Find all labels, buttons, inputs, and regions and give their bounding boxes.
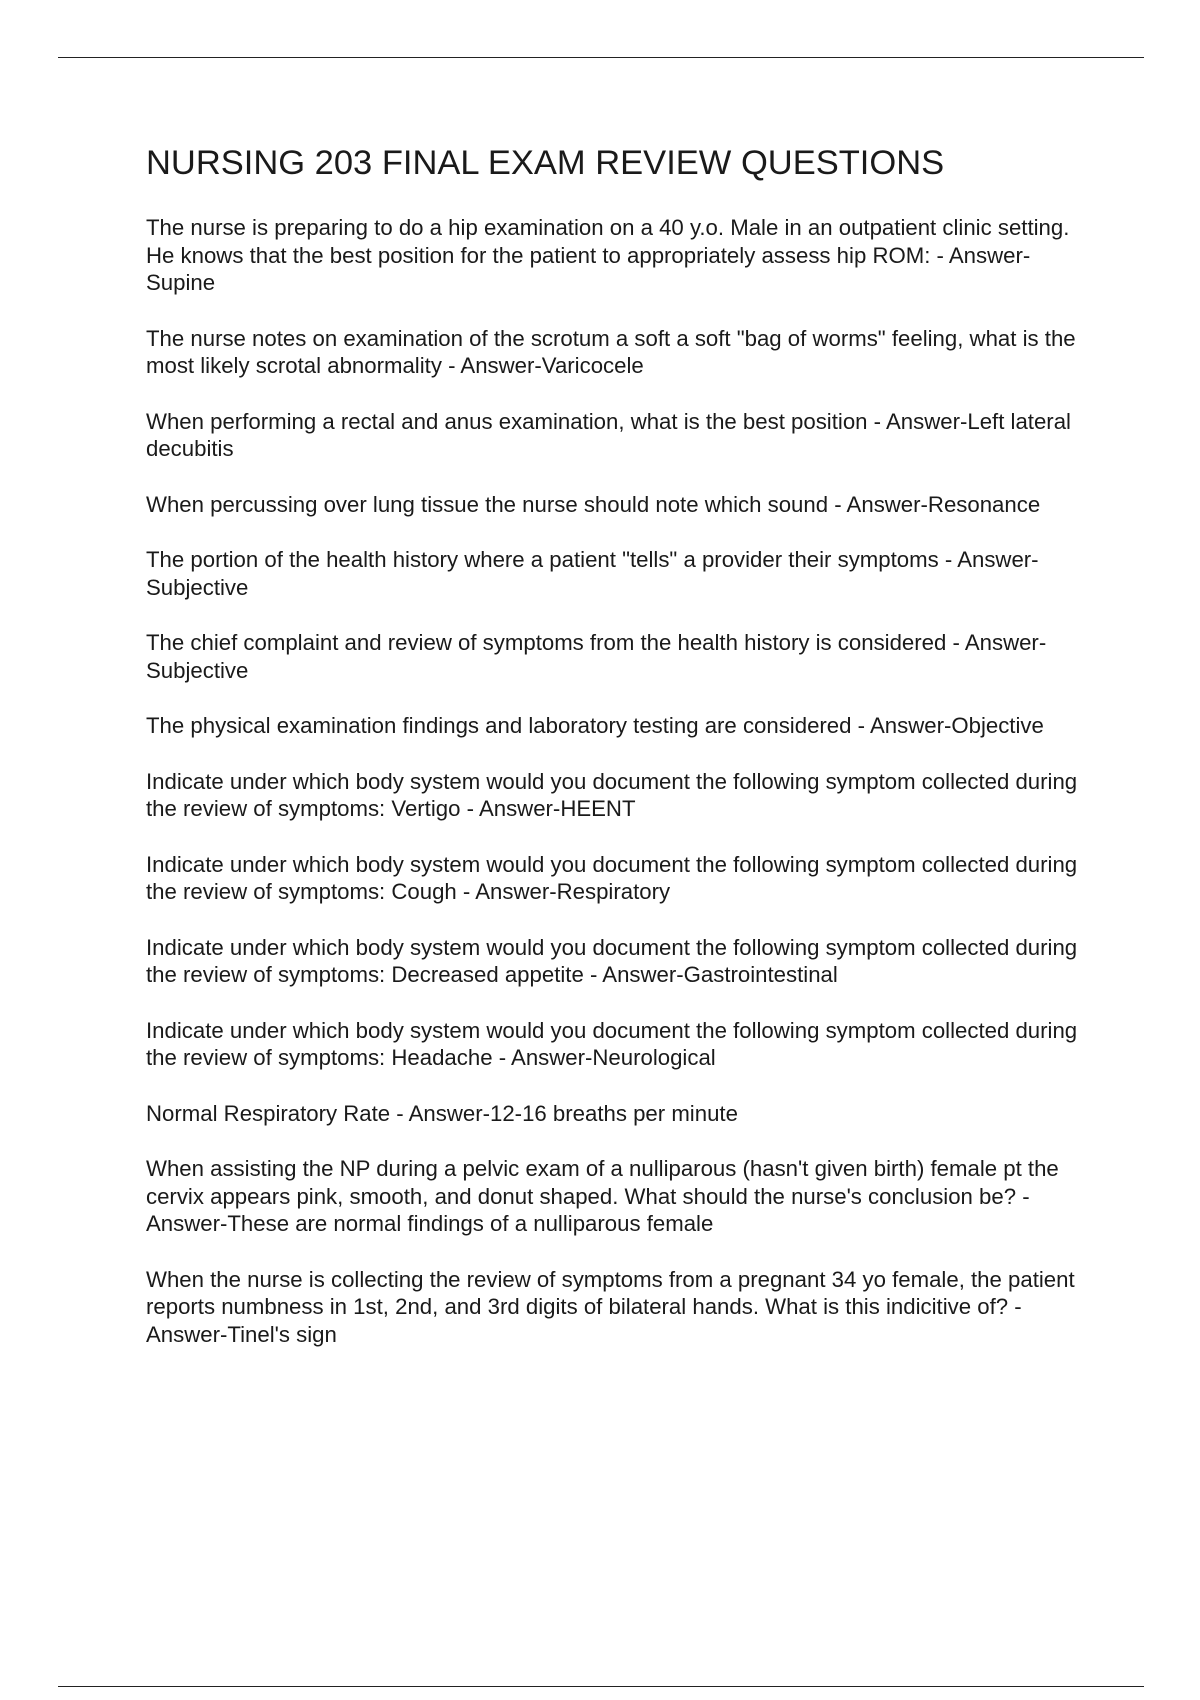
question-item: When percussing over lung tissue the nurse should note which sound - Answer-Resonance bbox=[146, 491, 1041, 517]
question-item: The portion of the health history where a patient "tells" a provider their symptoms - Answer-Subjective bbox=[146, 547, 1039, 600]
question-item: Indicate under which body system would you document the following symptom collected during the review of symptoms: Vertigo - Answer-HEENT bbox=[146, 768, 1078, 821]
question-item: The nurse notes on examination of the scrotum a soft a soft "bag of worms" feeling, what is the most likely scrotal abnormality - Answer-Varicocele bbox=[146, 325, 1076, 378]
question-item: When performing a rectal and anus examination, what is the best position - Answer-Left lateral decubitis bbox=[146, 408, 1071, 461]
question-item: Indicate under which body system would you document the following symptom collected during the review of symptoms: Decreased appetite - Answer-Gastrointestinal bbox=[146, 934, 1078, 987]
question-item: Normal Respiratory Rate - Answer-12-16 breaths per minute bbox=[146, 1100, 738, 1126]
bottom-divider bbox=[58, 1686, 1144, 1687]
document-page bbox=[146, 142, 1096, 1376]
question-item: The nurse is preparing to do a hip examination on a 40 y.o. Male in an outpatient clinic setting. He knows that the best position for the patient to appropriately assess hip ROM: - Answer-Supine bbox=[146, 215, 1070, 295]
question-item: The chief complaint and review of symptoms from the health history is considered - Answer-Subjective bbox=[146, 630, 1047, 683]
question-item: Indicate under which body system would you document the following symptom collected during the review of symptoms: Headache - Answer-Neurological bbox=[146, 1017, 1078, 1070]
question-item: When the nurse is collecting the review of symptoms from a pregnant 34 yo female, the patient reports numbness in 1st, 2nd, and 3rd digits of bilateral hands. What is this indicitive of? - Answer-Tinel's sign bbox=[146, 1266, 1075, 1347]
document-title: NURSING 203 FINAL EXAM REVIEW QUESTIONS bbox=[146, 144, 945, 182]
question-list bbox=[146, 214, 1096, 1348]
question-item: Indicate under which body system would you document the following symptom collected during the review of symptoms: Cough - Answer-Respiratory bbox=[146, 851, 1078, 904]
question-item: When assisting the NP during a pelvic exam of a nulliparous (hasn't given birth) female pt the cervix appears pink, smooth, and donut shaped. What should the nurse's conclusion be? - Answer-These are normal findings of a nulliparous female bbox=[146, 1156, 1059, 1236]
top-divider bbox=[58, 57, 1144, 58]
question-item: The physical examination findings and laboratory testing are considered - Answer-Objective bbox=[146, 713, 1044, 738]
